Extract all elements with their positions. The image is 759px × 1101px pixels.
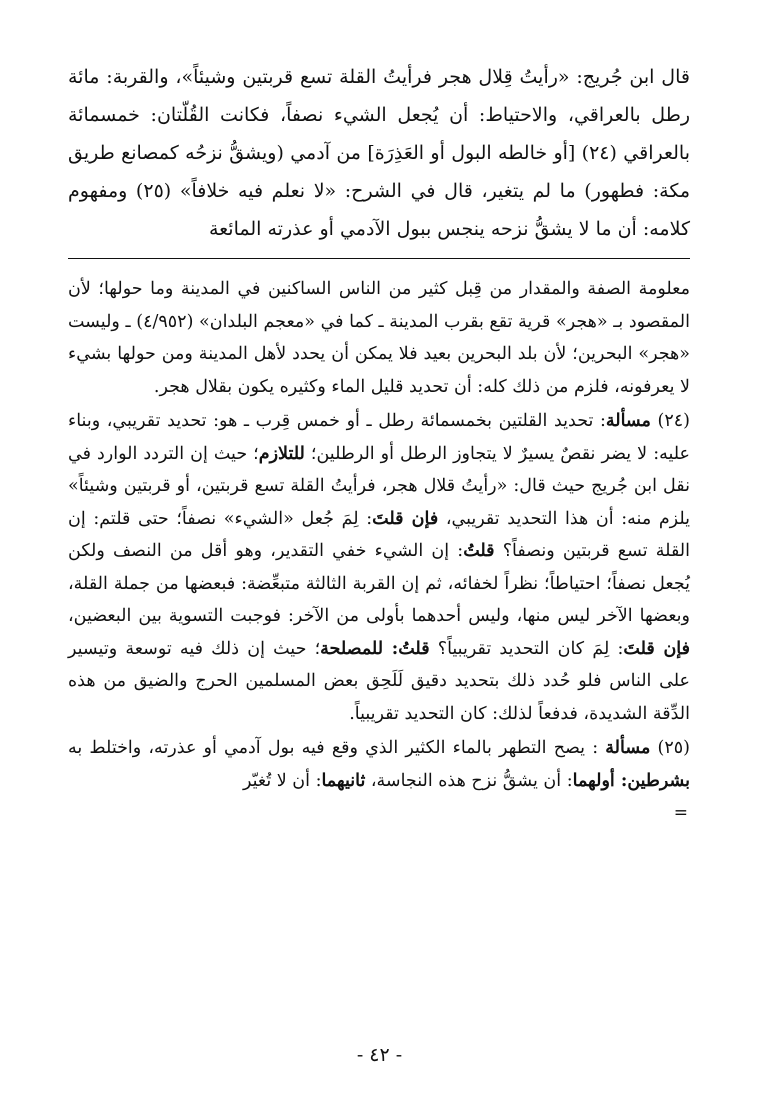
footnote-25-text-2: : أن يشقُّ نزح هذه النجاسة، xyxy=(365,770,573,791)
footnote-24-text-1: : تحديد القلتين بخمسمائة رطل ـ أو خمس قِرب ـ هو: تحديد تقريبي، وبناء عليه: لا يضر نقصٌ يسيرٌ لا يتجاوز الرطل أو الرطلين؛ xyxy=(68,411,690,464)
page-number: - ٤٢ - xyxy=(356,1044,403,1066)
footnote-25-bold-2: ثانيهما xyxy=(321,770,366,791)
footnote-25 xyxy=(68,732,690,830)
main-paragraph: قال ابن جُريج: «رأيتُ قِلال هجر فرأيتُ القلة تسع قربتين وشيئاً»، والقربة: مائة رطل بالعراقي، والاحتياط: أن يُجعل الشيء نصفاً، فكانت القُلّتان: خمسمائة بالعراقي (٢٤) [أو خالطه البول أو العَذِرَة] من آدمي (ويشقُّ نزحُه كمصانع طريق مكة: فطهور) ما لم يتغير، قال في الشرح: «لا نعلم فيه خلافاً» (٢٥) ومفهوم كلامه: أن ما لا يشقُّ نزحه ينجس ببول الآدمي أو عذرته المائعة xyxy=(68,66,690,240)
footnotes-section xyxy=(68,273,690,830)
footnote-24-text-6: ؛ حيث إن ذلك فيه توسعة وتيسير على الناس فلو حُدد ذلك بتحديد دقيق لَلَحِق بعض المسلمين الحرج والضيق من هذه الدِّقة الشديدة، فدفعاً لذلك: كان التحديد تقريبياً. xyxy=(68,638,690,724)
footnote-24-text-4: : إن الشيء خفي التقدير، وهو أقل من النصف ولكن يُجعل نصفاً؛ احتياطاً؛ نظراً لخفائه، ثم إن القربة الثالثة متبعِّضة: فبعضها من جملة القلة، وبعضها الآخر ليس منها، وليس أحدهما بأولى من الآخر: فوجبت التسوية بين البعضين، xyxy=(68,541,690,626)
footnote-24 xyxy=(68,405,690,730)
footnote-24-text-3: : لِمَ جُعل «الشيء» نصفاً؛ حتى قلتم: إن القلة تسع قربتين ونصفاً؟ xyxy=(68,508,690,561)
footnote-24-bold-1: للتلازم xyxy=(258,443,305,464)
footnote-24-text-2: ؛ حيث إن التردد الوارد في نقل ابن جُريج حيث قال: «رأيتُ قلال هجر، فرأيتُ القلة تسع قربتين، أو قربتين وشيئاً» يلزم منه: أن هذا التحديد تقريبي، xyxy=(68,443,690,529)
footnote-25-text-3: : أن لا تُغيّر xyxy=(242,770,322,791)
footnote-24-bold-5: قلتُ: للمصلحة xyxy=(320,638,430,659)
footnote-24-number: (٢٤) xyxy=(657,411,690,431)
footnote-continuation: معلومة الصفة والمقدار من قِبل كثير من الناس الساكنين في المدينة وما حولها؛ لأن المقصود بـ «هجر» قرية تقع بقرب المدينة ـ كما في «معجم البلدان» (٤/٩٥٢) ـ وليست «هجر» البحرين؛ لأن بلد البحرين بعيد فلا يمكن أن يحدد لأهل المدينة ومن حولها بشيء لا يعرفونه، فلزم من ذلك كله: أن تحديد قليل الماء وكثيره يكون بقلال هجر. xyxy=(68,279,690,397)
footnote-24-bold-3: قلتُ xyxy=(463,541,495,561)
footnote-25-bold-1: بشرطين: أولهما xyxy=(572,770,690,791)
footnote-24-bold-4: فإن قلتَ xyxy=(623,638,691,659)
footnote-25-heading: مسألة xyxy=(605,738,651,758)
continuation-mark: = xyxy=(673,803,688,823)
page-content xyxy=(68,58,690,830)
footnote-25-text-1: : يصح التطهر بالماء الكثير الذي وقع فيه بول آدمي أو عذرته، واختلط به xyxy=(68,738,606,758)
footnote-24-heading: مسألة xyxy=(605,411,651,431)
footnote-24-bold-2: فإن قلتَ xyxy=(372,508,439,529)
footnote-separator xyxy=(68,258,690,259)
footnote-24-text-5: : لِمَ كان التحديد تقريبياً؟ xyxy=(429,638,624,659)
footnote-25-number: (٢٥) xyxy=(657,738,690,758)
